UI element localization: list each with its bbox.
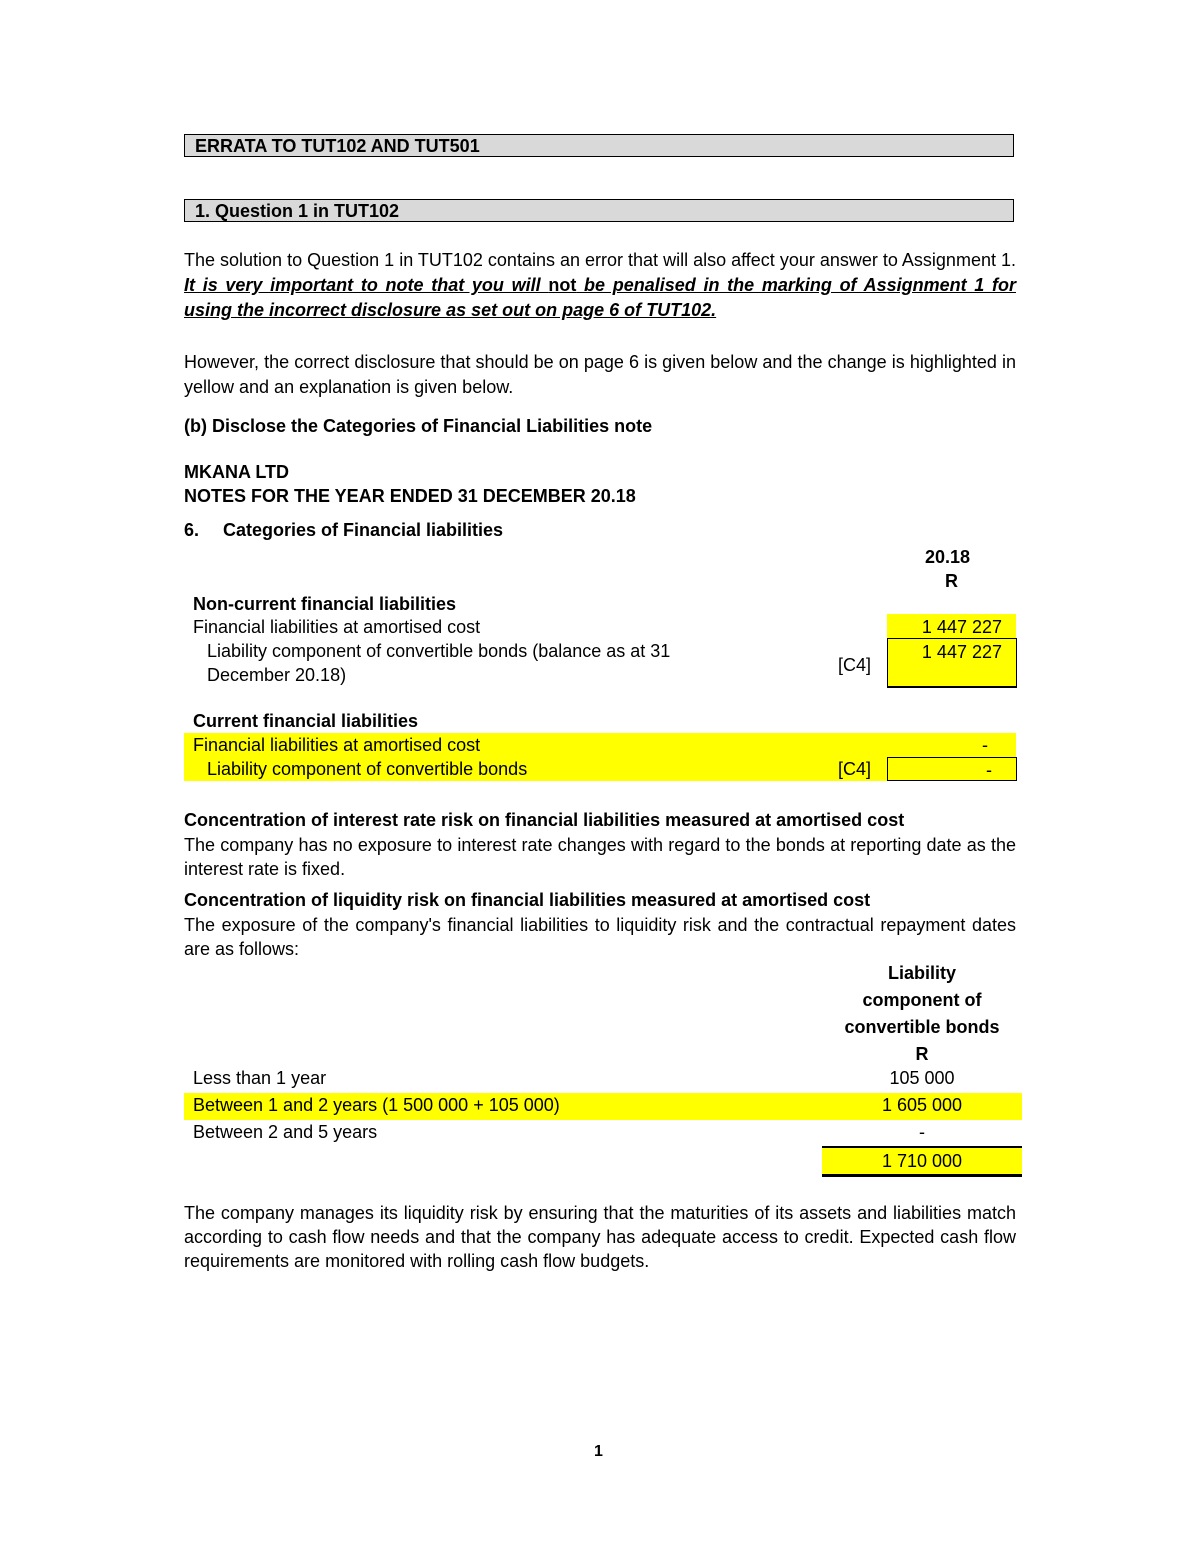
question-heading: 1. Question 1 in TUT102 [195,201,400,221]
table2-total-value: 1 710 000 [822,1146,1022,1177]
nc-row1-label: Financial liabilities at amortised cost [193,617,481,637]
errata-heading: ERRATA TO TUT102 AND TUT501 [195,136,480,156]
c-row1-value: - [982,735,988,755]
intro-paragraph [184,248,1016,323]
noncurrent-heading: Non-current financial liabilities [193,594,457,614]
nc-row2-label-line2: December 20.18) [207,665,347,685]
table2-header-unit: R [915,1044,929,1064]
table2-row1-label: Less than 1 year [193,1068,327,1088]
correction-paragraph: However, the correct disclosure that should be on page 6 is given below and the change is highlighted in yellow and an explanation is given below. [184,352,1016,397]
c-row2-value: - [887,757,1017,781]
nc-row2-ref: [C4] [838,655,872,675]
interest-text: The company has no exposure to interest rate changes with regard to the bonds at reporting date as the interest rate is fixed. [184,835,1016,879]
table2-column-header [822,960,1022,1068]
table2-header-line2: component of [862,990,982,1010]
closing-paragraph: The company manages its liquidity risk by ensuring that the maturities of its assets and liabilities match according to cash flow needs and that the company has adequate access to credit. Expected cash flow requirements are monitored with rolling cash flow budgets. [184,1203,1016,1271]
table2-row3-label: Between 2 and 5 years [193,1122,378,1142]
table2-row1-value: 105 000 [889,1068,955,1088]
important-note-part1: It is very important to note that you will [184,275,549,295]
company-name: MKANA LTD [184,462,289,482]
question-heading-box [184,199,1014,222]
table2-header-line1: Liability [887,963,956,983]
table2-row2-value: 1 605 000 [881,1095,963,1115]
errata-heading-box [184,134,1014,157]
nc-row2-label-line1: Liability component of convertible bonds (balance as at 31 [207,641,671,661]
table2-header-line3: convertible bonds [844,1017,1000,1037]
section-title: Categories of Financial liabilities [223,520,504,540]
liquidity-text: The exposure of the company's financial liabilities to liquidity risk and the contractual repayment dates are as follows: [184,915,1016,959]
table2-row2-label: Between 1 and 2 years (1 500 000 + 105 000) [193,1095,560,1115]
liquidity-heading: Concentration of liquidity risk on financial liabilities measured at amortised cost [184,890,871,910]
current-heading: Current financial liabilities [193,711,419,731]
important-note [184,275,1016,320]
intro-text: The solution to Question 1 in TUT102 contains an error that will also affect your answer to Assignment 1. [184,250,1016,270]
page-number: 1 [594,1443,603,1460]
c-row1-label: Financial liabilities at amortised cost [193,735,481,755]
c-row2-label: Liability component of convertible bonds [207,759,528,779]
important-note-not: not [548,275,577,295]
interest-heading: Concentration of interest rate risk on financial liabilities measured at amortised cost [184,810,905,830]
table2-row3-value: - [919,1122,925,1142]
notes-heading: NOTES FOR THE YEAR ENDED 31 DECEMBER 20.18 [184,486,636,506]
part-b-heading: (b) Disclose the Categories of Financial Liabilities note [184,416,653,436]
nc-row2-value: 1 447 227 [887,638,1017,688]
table1-unit-header: R [945,571,958,591]
important-note-part2: be penalised in the marking of Assignment 1 for using the incorrect disclosure as set out on page 6 of TUT102. [184,275,1017,320]
table1-year-header: 20.18 [925,547,971,567]
c-row2-ref: [C4] [838,759,872,779]
nc-row1-value: 1 447 227 [887,614,1016,638]
section-number: 6. [184,520,200,540]
